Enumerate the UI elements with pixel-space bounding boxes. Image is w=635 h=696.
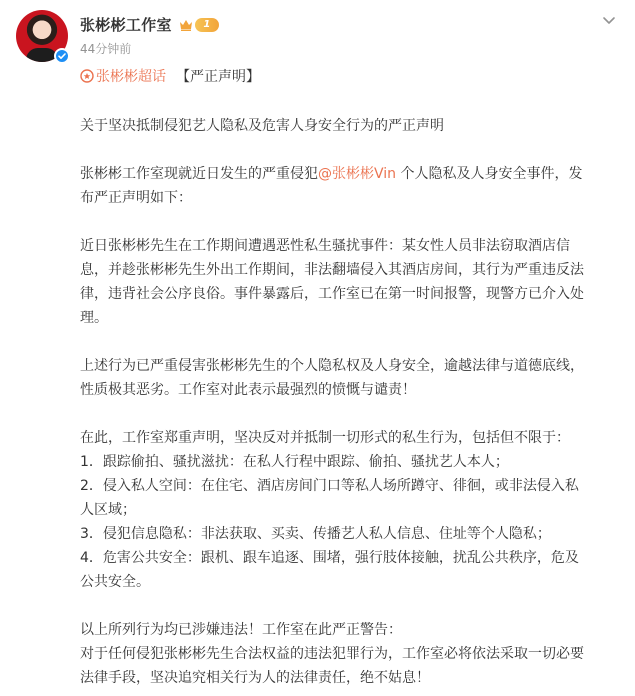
vip-badge[interactable] bbox=[178, 17, 219, 33]
paragraph-line: 性质极其恶劣。工作室对此表示最强烈的愤慨与谴责！ bbox=[80, 382, 416, 398]
post-time[interactable]: 44分钟前 bbox=[80, 42, 132, 56]
paragraph-line: 以上所列行为均已涉嫌违法！工作室在此严正警告： bbox=[80, 622, 402, 638]
paragraph-line: 息，并趁张彬彬先生外出工作期间，非法翻墙侵入其酒店房间，其行为严重违反法 bbox=[80, 262, 584, 278]
intro-suffix: 个人隐私及人身安全事件，发 bbox=[396, 166, 583, 182]
paragraph-line: 法律手段，坚决追究相关行为人的法律责任，绝不姑息！ bbox=[80, 670, 430, 686]
paragraph-line: 在此，工作室郑重声明，坚决反对并抵制一切形式的私生行为，包括但不限于： bbox=[80, 430, 570, 446]
super-topic-icon bbox=[80, 69, 94, 83]
intro-prefix: 张彬彬工作室现就近日发生的严重侵犯 bbox=[80, 166, 318, 182]
paragraph-line: 近日张彬彬先生在工作期间遭遇恶性私生骚扰事件：某女性人员非法窃取酒店信 bbox=[80, 238, 570, 254]
author-row bbox=[80, 14, 219, 35]
list-item: 1．跟踪偷拍、骚扰滋扰：在私人行程中跟踪、偷拍、骚扰艺人本人； bbox=[80, 454, 509, 470]
intro-line-2: 布严正声明如下： bbox=[80, 190, 192, 206]
author-name[interactable]: 张彬彬工作室 bbox=[80, 16, 172, 34]
mention-link[interactable]: @张彬彬Vin bbox=[318, 166, 397, 182]
paragraph-line: 对于任何侵犯张彬彬先生合法权益的违法犯罪行为，工作室必将依法采取一切必要 bbox=[80, 646, 584, 662]
post-header bbox=[16, 10, 619, 62]
post-tag: 【严正声明】 bbox=[176, 69, 260, 85]
paragraph-line: 上述行为已严重侵害张彬彬先生的个人隐私权及人身安全，逾越法律与道德底线， bbox=[80, 358, 584, 374]
intro-line-1 bbox=[80, 162, 620, 186]
verified-badge-icon bbox=[54, 48, 70, 64]
vip-level: 1 bbox=[195, 18, 219, 32]
post-title: 关于坚决抵制侵犯艺人隐私及危害人身安全行为的严正声明 bbox=[80, 118, 444, 134]
list-item: 2．侵入私人空间：在住宅、酒店房间门口等私人场所蹲守、徘徊，或非法侵入私 bbox=[80, 478, 579, 494]
list-item: 公共安全。 bbox=[80, 574, 150, 590]
list-item: 3．侵犯信息隐私：非法获取、买卖、传播艺人私人信息、住址等个人隐私； bbox=[80, 526, 551, 542]
crown-icon bbox=[178, 17, 194, 33]
list-item: 人区域； bbox=[80, 502, 136, 518]
paragraph-line: 理。 bbox=[80, 310, 108, 326]
topic-row bbox=[80, 66, 260, 86]
super-topic-link[interactable]: 张彬彬超话 bbox=[96, 69, 166, 85]
chevron-down-icon[interactable] bbox=[601, 12, 617, 28]
post-body bbox=[80, 114, 620, 690]
paragraph-line: 律，违背社会公序良俗。事件暴露后，工作室已在第一时间报警，现警方已介入处 bbox=[80, 286, 584, 302]
avatar[interactable] bbox=[16, 10, 68, 62]
list-item: 4．危害公共安全：跟机、跟车追逐、围堵，强行肢体接触，扰乱公共秩序，危及 bbox=[80, 550, 579, 566]
